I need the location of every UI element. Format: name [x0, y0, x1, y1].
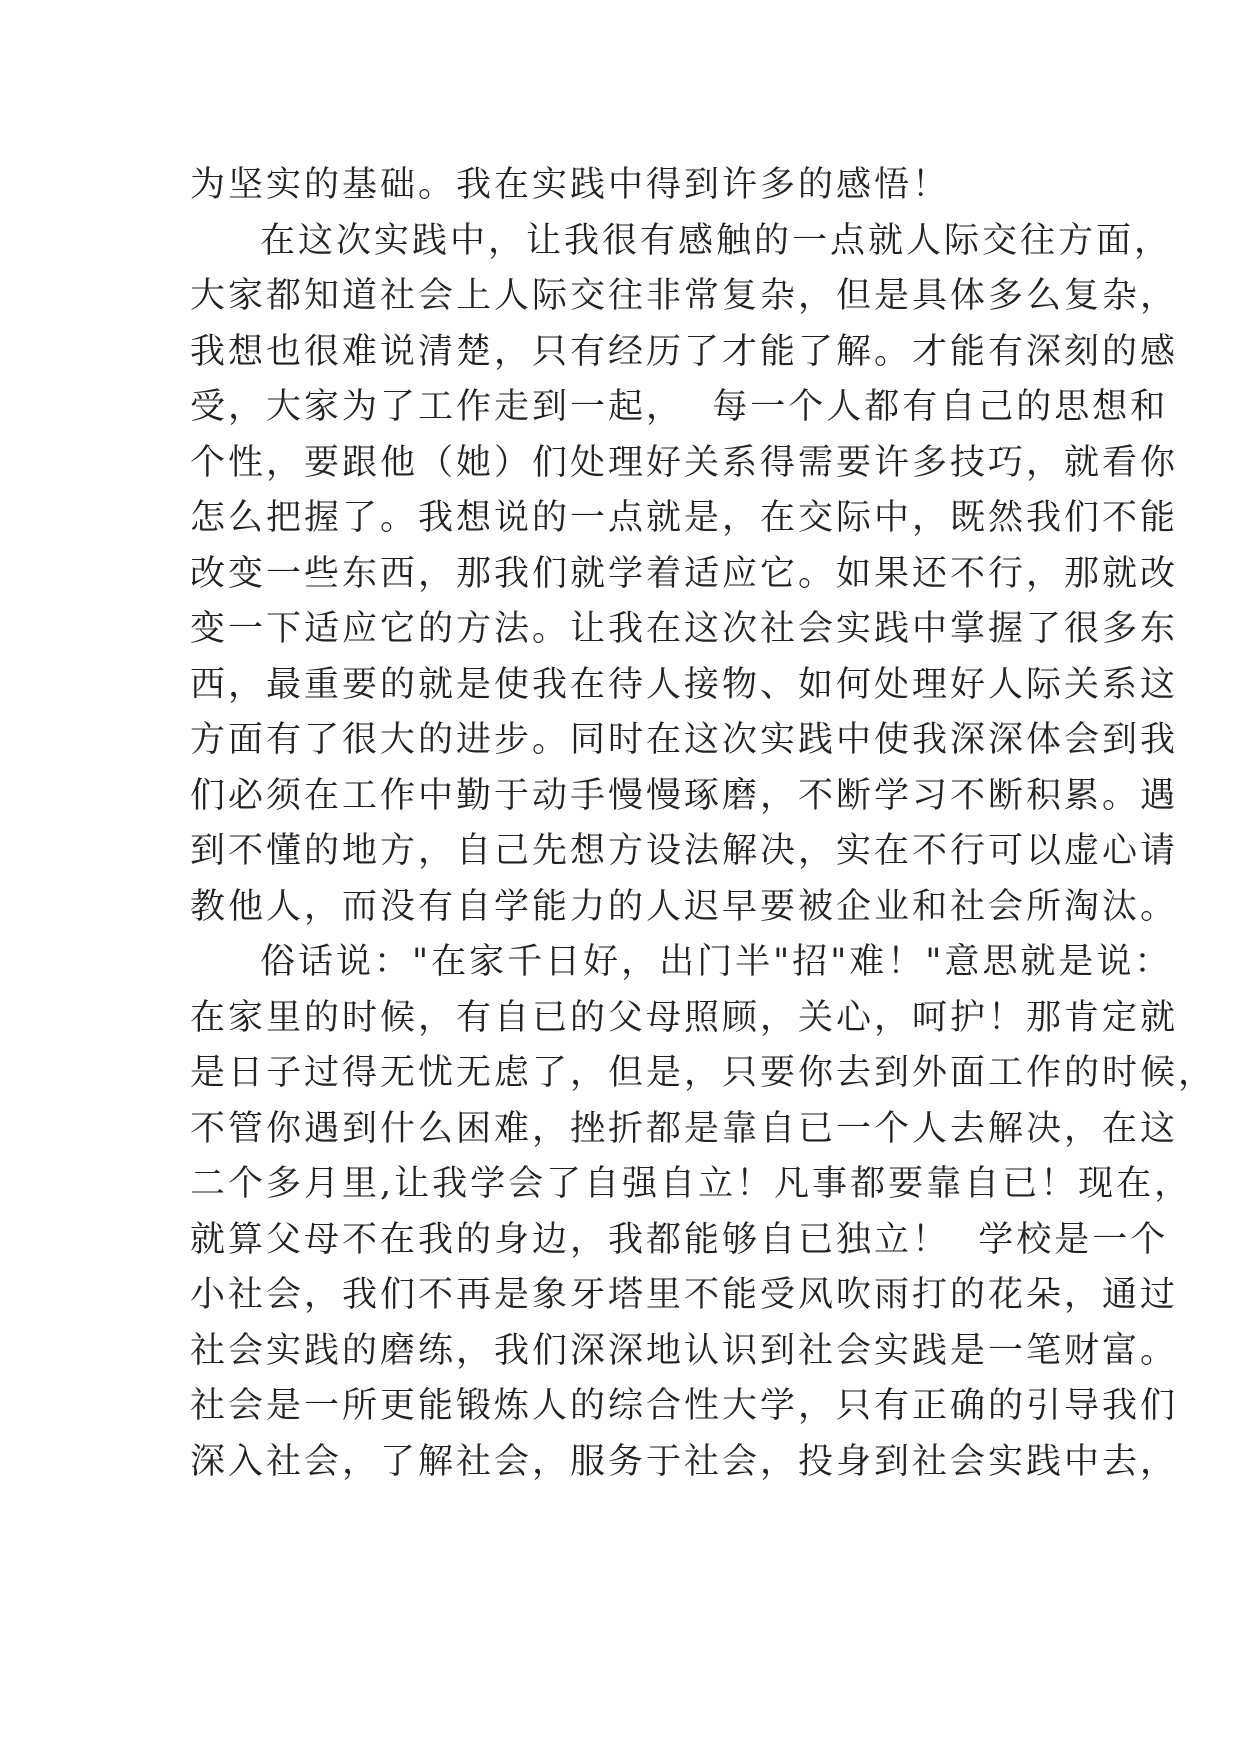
- text-line: 怎么把握了。我想说的一点就是，在交际中，既然我们不能: [190, 498, 1179, 538]
- text-line: 社会是一所更能锻炼人的综合性大学，只有正确的引导我们: [190, 1386, 1179, 1426]
- text-line: 受，大家为了工作走到一起， 每一个人都有自己的思想和: [190, 387, 1169, 427]
- text-line: 改变一些东西，那我们就学着适应它。如果还不行，那就改: [190, 553, 1179, 594]
- paragraph-start-line: 俗话说："在家千日好，出门半"招"难！"意思就是说：: [260, 942, 1173, 982]
- text-line: 在家里的时候，有自已的父母照顾，关心，呵护！那肯定就: [190, 997, 1179, 1038]
- text-line: 深入社会，了解社会，服务于社会，投身到社会实践中去，: [190, 1441, 1179, 1482]
- text-line: 不管你遇到什么困难，挫折都是靠自已一个人去解决，在这: [190, 1108, 1179, 1149]
- body-text: [190, 158, 1217, 1490]
- text-line: 是日子过得无忧无虑了，但是，只要你去到外面工作的时候，: [190, 1053, 1217, 1093]
- text-line: 为坚实的基础。我在实践中得到许多的感悟！: [190, 165, 951, 205]
- text-line: 变一下适应它的方法。让我在这次社会实践中掌握了很多东: [190, 609, 1179, 649]
- text-line: 方面有了很大的进步。同时在这次实践中使我深深体会到我: [190, 720, 1179, 760]
- text-line: 社会实践的磨练，我们深深地认识到社会实践是一笔财富。: [190, 1330, 1179, 1371]
- text-line: 们必须在工作中勤于动手慢慢琢磨，不断学习不断积累。遇: [190, 775, 1179, 816]
- text-line: 到不懂的地方，自己先想方设法解决，实在不行可以虚心请: [190, 831, 1179, 871]
- text-line: 教他人，而没有自学能力的人迟早要被企业和社会所淘汰。: [190, 886, 1179, 927]
- text-line: 小社会，我们不再是象牙塔里不能受风吹雨打的花朵，通过: [190, 1275, 1179, 1315]
- text-line: 大家都知道社会上人际交往非常复杂，但是具体多么复杂，: [190, 276, 1179, 316]
- text-line: 我想也很难说清楚，只有经历了才能了解。才能有深刻的感: [190, 331, 1179, 372]
- paragraph-start-line: 在这次实践中，让我很有感触的一点就人际交往方面，: [260, 220, 1173, 261]
- text-line: 二个多月里,让我学会了自强自立！凡事都要靠自已！现在，: [190, 1164, 1193, 1204]
- text-line: 就算父母不在我的身边，我都能够自已独立！ 学校是一个: [190, 1219, 1169, 1260]
- text-line: 个性，要跟他（她）们处理好关系得需要许多技巧，就看你: [190, 442, 1179, 483]
- text-line: 西，最重要的就是使我在待人接物、如何处理好人际关系这: [190, 664, 1179, 705]
